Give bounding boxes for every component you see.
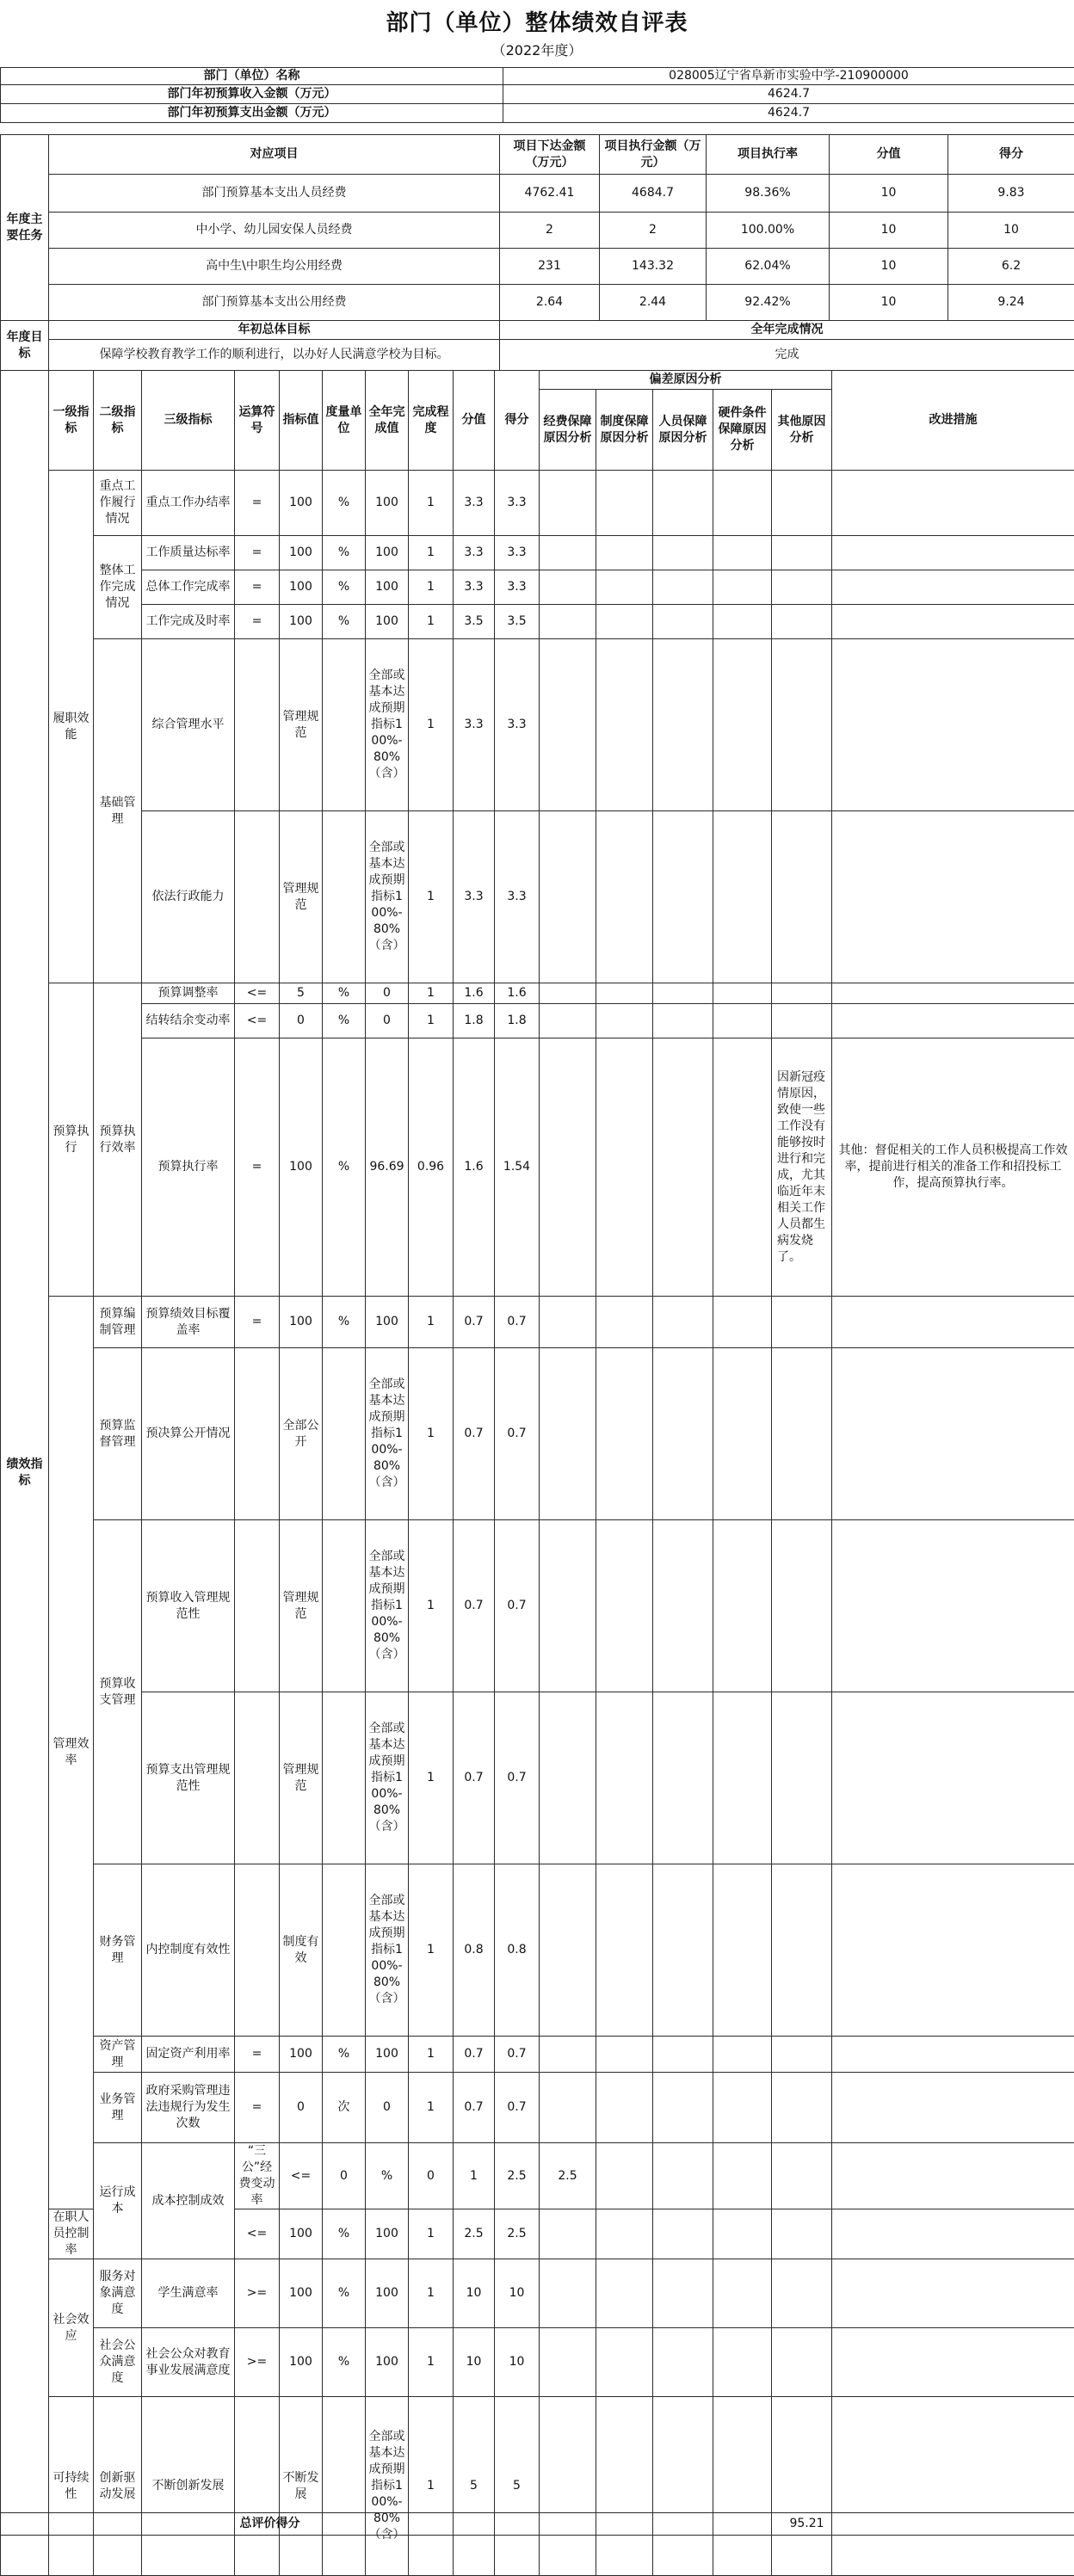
page-title: 部门（单位）整体绩效自评表 — [0, 5, 1074, 37]
indicator-op: = — [235, 536, 280, 570]
task-executed: 143.32 — [600, 249, 707, 285]
indicator-target: 100 — [280, 1038, 323, 1297]
indicator-name: 学生满意率 — [142, 2259, 235, 2328]
indicator-unit: % — [323, 570, 366, 605]
indicator-got: 0.7 — [495, 2037, 540, 2073]
table-row — [1, 2328, 1074, 2397]
indicator-name: 政府采购管理违法违规行为发生次数 — [142, 2073, 235, 2143]
tasks-header-rate: 项目执行率 — [707, 135, 830, 175]
indicator-op: = — [235, 1038, 280, 1297]
indicator-target: 管理规范 — [280, 1692, 323, 1864]
perf-header-deviation: 偏差原因分析 — [540, 371, 832, 390]
indicator-got: 1.54 — [495, 1038, 540, 1297]
task-rate: 92.42% — [707, 285, 830, 321]
indicator-actual: 100 — [366, 570, 409, 605]
indicator-name: 综合管理水平 — [142, 639, 235, 811]
indicator-score: 0.7 — [454, 1692, 495, 1864]
indicator-degree: 1 — [409, 1297, 454, 1348]
indicator-op: <= — [280, 2143, 323, 2209]
indicator-op: = — [235, 570, 280, 605]
goal-initial-text: 保障学校教育教学工作的顺利进行，以办好人民满意学校为目标。 — [49, 340, 500, 371]
subgroup-label: 社会公众满意度 — [94, 2328, 142, 2397]
indicator-got: 3.3 — [495, 639, 540, 811]
perf-header-level3: 三级指标 — [142, 371, 235, 471]
subgroup-label: 业务管理 — [94, 2073, 142, 2143]
task-project: 部门预算基本支出公用经费 — [49, 285, 500, 321]
perf-section-label: 绩效指标 — [1, 371, 49, 2576]
perf-header-measures: 改进措施 — [832, 371, 1074, 471]
indicator-got: 1.8 — [495, 1004, 540, 1038]
tasks-header-project: 对应项目 — [49, 135, 500, 175]
perf-header-got: 得分 — [495, 371, 540, 471]
task-rate: 100.00% — [707, 213, 830, 249]
indicator-score: 0.8 — [454, 1864, 495, 2037]
indicator-degree: 1 — [409, 2073, 454, 2143]
task-score: 10 — [830, 285, 948, 321]
subgroup-label: 预算监督管理 — [94, 1348, 142, 1520]
tasks-table — [0, 134, 1074, 321]
perf-header-actual: 全年完成值 — [366, 371, 409, 471]
indicator-score: 0.7 — [454, 2073, 495, 2143]
indicator-got: 3.3 — [495, 570, 540, 605]
task-allocated: 2.64 — [500, 285, 600, 321]
indicator-name: 预算调整率 — [142, 983, 235, 1004]
indicator-name: 预算支出管理规范性 — [142, 1692, 235, 1864]
perf-header-degree: 完成程度 — [409, 371, 454, 471]
indicator-degree: 1 — [409, 1348, 454, 1520]
task-rate: 62.04% — [707, 249, 830, 285]
indicator-got: 2.5 — [540, 2143, 596, 2209]
indicator-unit: % — [323, 1297, 366, 1348]
table-row — [1, 1038, 1074, 1297]
indicator-op: >= — [235, 2259, 280, 2328]
task-got: 10 — [948, 213, 1074, 249]
indicator-target: 0 — [280, 1004, 323, 1038]
indicator-target: 100 — [280, 605, 323, 639]
indicator-unit: 次 — [323, 2073, 366, 2143]
group-label: 运行成本 — [94, 2143, 142, 2259]
indicator-score: 2.5 — [454, 2209, 495, 2259]
subgroup-label: 基础管理 — [94, 639, 142, 983]
indicator-op: >= — [235, 2328, 280, 2397]
indicator-target: 制度有效 — [280, 1864, 323, 2037]
expense-label: 部门年初预算支出金额（万元） — [1, 104, 503, 123]
table-row — [1, 1297, 1074, 1348]
table-row — [1, 249, 1074, 285]
indicator-score: 0.7 — [454, 2037, 495, 2073]
table-row — [1, 1520, 1074, 1692]
indicator-unit: % — [323, 2037, 366, 2073]
indicator-got: 0.7 — [495, 2073, 540, 2143]
indicator-target: 100 — [280, 536, 323, 570]
indicator-score: 3.3 — [454, 471, 495, 536]
indicator-unit: % — [323, 471, 366, 536]
indicator-score: 0.7 — [454, 1348, 495, 1520]
dept-name-label: 部门（单位）名称 — [1, 68, 503, 85]
indicator-actual: 100 — [366, 536, 409, 570]
indicator-unit — [323, 1864, 366, 2037]
indicator-target: 100 — [280, 471, 323, 536]
indicator-name: 预算收入管理规范性 — [142, 1520, 235, 1692]
tasks-header-score: 分值 — [830, 135, 948, 175]
indicator-got: 0.8 — [495, 1864, 540, 2037]
indicator-target: 100 — [280, 2209, 323, 2259]
goal-completion-header: 全年完成情况 — [500, 321, 1074, 340]
indicator-got: 3.3 — [495, 536, 540, 570]
indicator-score: 3.3 — [454, 536, 495, 570]
tasks-header-row — [1, 135, 1074, 175]
perf-header-score: 分值 — [454, 371, 495, 471]
indicator-op: <= — [235, 983, 280, 1004]
indicator-actual: 96.69 — [366, 1038, 409, 1297]
subgroup-label: 预算收支管理 — [94, 1520, 142, 1864]
task-project: 部门预算基本支出人员经费 — [49, 175, 500, 213]
indicator-degree: 1 — [409, 605, 454, 639]
indicator-got: 0.7 — [495, 1297, 540, 1348]
indicator-op: <= — [235, 2209, 280, 2259]
indicator-op — [235, 1348, 280, 1520]
dept-name-value: 028005辽宁省阜新市实验中学-210900000 — [503, 68, 1074, 85]
table-row — [1, 570, 1074, 605]
task-got: 9.24 — [948, 285, 1074, 321]
indicator-name: 固定资产利用率 — [142, 2037, 235, 2073]
indicator-actual: 全部或基本达成预期指标100%-80%（含） — [366, 1348, 409, 1520]
perf-header-dev-system: 制度保障原因分析 — [596, 390, 653, 471]
indicator-degree: 1 — [409, 1692, 454, 1864]
subgroup-label: 财务管理 — [94, 1864, 142, 2037]
indicator-degree: 1 — [409, 1864, 454, 2037]
table-row — [1, 285, 1074, 321]
table-row — [1, 2259, 1074, 2328]
table-row — [1, 811, 1074, 983]
indicator-score: 1.6 — [454, 983, 495, 1004]
task-allocated: 4762.41 — [500, 175, 600, 213]
indicator-actual: 全部或基本达成预期指标100%-80%（含） — [366, 1520, 409, 1692]
indicator-score: 3.3 — [454, 639, 495, 811]
indicator-actual: 全部或基本达成预期指标100%-80%（含） — [366, 1692, 409, 1864]
table-row — [1, 1864, 1074, 2037]
indicator-actual: 0 — [366, 983, 409, 1004]
task-project: 中小学、幼儿园安保人员经费 — [49, 213, 500, 249]
perf-header-level2: 二级指标 — [94, 371, 142, 471]
table-row — [1, 2397, 1074, 2576]
indicator-score: 1.8 — [454, 1004, 495, 1038]
income-value: 4624.7 — [503, 85, 1074, 104]
group-label: 预算执行 — [49, 983, 94, 1297]
expense-value: 4624.7 — [503, 104, 1074, 123]
indicator-actual: 100 — [366, 2328, 409, 2397]
indicator-got: 1.6 — [495, 983, 540, 1004]
indicator-score: 10 — [454, 2328, 495, 2397]
task-got: 9.83 — [948, 175, 1074, 213]
indicator-target: 100 — [280, 1297, 323, 1348]
indicator-degree: 1 — [409, 983, 454, 1004]
indicator-target: 不断发展 — [280, 2397, 323, 2576]
indicator-name: 不断创新发展 — [142, 2397, 235, 2576]
indicator-target: 0 — [280, 2073, 323, 2143]
indicator-degree: 1 — [409, 2328, 454, 2397]
indicator-score: 5 — [454, 2397, 495, 2576]
indicator-got: 2.5 — [495, 2209, 540, 2259]
indicator-actual: 100 — [366, 2037, 409, 2073]
goal-initial-header: 年初总体目标 — [49, 321, 500, 340]
indicator-name: 结转结余变动率 — [142, 1004, 235, 1038]
indicator-unit — [323, 2397, 366, 2576]
perf-header-dev-hardware: 硬件条件保障原因分析 — [713, 390, 772, 471]
group-label: 社会效应 — [49, 2259, 94, 2397]
indicator-score: 10 — [454, 2259, 495, 2328]
perf-header-level1: 一级指标 — [49, 371, 94, 471]
indicator-actual: 全部或基本达成预期指标100%-80%（含） — [366, 811, 409, 983]
indicator-got: 3.3 — [495, 811, 540, 983]
table-row — [1, 639, 1074, 811]
indicator-name: “三公”经费变动率 — [235, 2143, 280, 2209]
indicator-degree: 1 — [409, 1520, 454, 1692]
indicator-score: 3.5 — [454, 605, 495, 639]
subgroup-label: 重点工作履行情况 — [94, 471, 142, 536]
summary-table — [0, 67, 1074, 123]
expense-row — [1, 104, 1074, 123]
table-row — [1, 605, 1074, 639]
perf-header-unit: 度量单位 — [323, 371, 366, 471]
indicator-target: 全部公开 — [280, 1348, 323, 1520]
indicator-score: 3.3 — [454, 570, 495, 605]
indicator-unit: % — [323, 2259, 366, 2328]
indicator-measure: 其他：督促相关的工作人员积极提高工作效率，提前进行相关的准备工作和招投标工作，提高预算执行率。 — [832, 1038, 1074, 1297]
table-row — [1, 536, 1074, 570]
goal-table — [0, 320, 1074, 371]
indicator-actual: 100 — [366, 2209, 409, 2259]
indicator-got: 3.5 — [495, 605, 540, 639]
indicator-op: = — [235, 605, 280, 639]
tasks-section-label: 年度主要任务 — [1, 135, 49, 321]
income-row — [1, 85, 1074, 104]
indicator-actual: 全部或基本达成预期指标100%-80%（含） — [366, 1864, 409, 2037]
indicator-actual: 100 — [366, 2259, 409, 2328]
total-row — [1, 2513, 1074, 2536]
indicator-unit — [323, 1520, 366, 1692]
group-label: 履职效能 — [49, 471, 94, 983]
perf-header-dev-staff: 人员保障原因分析 — [653, 390, 713, 471]
indicator-actual: 0 — [366, 2073, 409, 2143]
task-rate: 98.36% — [707, 175, 830, 213]
indicator-degree: 1 — [409, 1004, 454, 1038]
indicator-unit: % — [323, 2328, 366, 2397]
subgroup-label: 预算编制管理 — [94, 1297, 142, 1348]
total-label: 总评价得分 — [1, 2513, 540, 2536]
goal-section-label: 年度目标 — [1, 321, 49, 371]
indicator-op: = — [235, 2073, 280, 2143]
indicator-name: 预算执行率 — [142, 1038, 235, 1297]
indicator-unit: % — [366, 2143, 409, 2209]
indicator-op: <= — [235, 1004, 280, 1038]
tasks-header-got: 得分 — [948, 135, 1074, 175]
indicator-got: 0.7 — [495, 1348, 540, 1520]
group-label: 可持续性 — [49, 2397, 94, 2576]
task-project: 高中生\中职生均公用经费 — [49, 249, 500, 285]
task-got: 6.2 — [948, 249, 1074, 285]
indicator-unit — [323, 811, 366, 983]
indicator-name: 重点工作办结率 — [142, 471, 235, 536]
indicator-unit: % — [323, 1038, 366, 1297]
performance-table — [0, 370, 1074, 2576]
indicator-op — [235, 811, 280, 983]
indicator-actual: 全部或基本达成预期指标100%-80%（含） — [366, 639, 409, 811]
perf-header-dev-other: 其他原因分析 — [772, 390, 832, 471]
table-row — [1, 983, 1074, 1004]
goal-header-row — [1, 321, 1074, 340]
table-row — [1, 175, 1074, 213]
subgroup-label: 创新驱动发展 — [94, 2397, 142, 2576]
table-row — [1, 2073, 1074, 2143]
indicator-target: 5 — [280, 983, 323, 1004]
tasks-header-executed: 项目执行金额（万元） — [600, 135, 707, 175]
subgroup-label: 预算执行效率 — [94, 983, 142, 1297]
indicator-degree: 1 — [409, 471, 454, 536]
indicator-target: 100 — [280, 2328, 323, 2397]
indicator-target: 100 — [280, 570, 323, 605]
dept-name-row — [1, 68, 1074, 85]
indicator-name: 工作完成及时率 — [142, 605, 235, 639]
goal-content-row — [1, 340, 1074, 371]
indicator-name: 预算绩效目标覆盖率 — [142, 1297, 235, 1348]
indicator-target: 管理规范 — [280, 1520, 323, 1692]
goal-completion-text: 完成 — [500, 340, 1074, 371]
table-row — [1, 1004, 1074, 1038]
table-row — [1, 1692, 1074, 1864]
perf-header-row-1 — [1, 371, 1074, 390]
tasks-header-allocated: 项目下达金额（万元） — [500, 135, 600, 175]
indicator-degree: 1 — [409, 2259, 454, 2328]
indicator-target: 管理规范 — [280, 639, 323, 811]
indicator-op — [235, 1692, 280, 1864]
perf-header-target: 指标值 — [280, 371, 323, 471]
indicator-op — [235, 639, 280, 811]
indicator-target: 管理规范 — [280, 811, 323, 983]
indicator-degree: 0.96 — [409, 1038, 454, 1297]
indicator-actual: 100 — [366, 471, 409, 536]
task-score: 10 — [830, 175, 948, 213]
task-score: 10 — [830, 249, 948, 285]
task-executed: 2 — [600, 213, 707, 249]
indicator-degree: 1 — [409, 2397, 454, 2576]
table-row — [1, 471, 1074, 536]
indicator-degree: 1 — [409, 536, 454, 570]
indicator-degree: 1 — [409, 811, 454, 983]
indicator-actual: 0 — [366, 1004, 409, 1038]
perf-header-operator: 运算符号 — [235, 371, 280, 471]
indicator-actual: 全部或基本达成预期指标100%-80%（含） — [366, 2397, 409, 2576]
indicator-actual: 100 — [366, 605, 409, 639]
indicator-unit: % — [323, 1004, 366, 1038]
indicator-op: = — [235, 471, 280, 536]
indicator-op: = — [235, 1297, 280, 1348]
task-executed: 2.44 — [600, 285, 707, 321]
table-row — [1, 2037, 1074, 2073]
indicator-degree: 1 — [409, 639, 454, 811]
table-row — [1, 1348, 1074, 1520]
task-score: 10 — [830, 213, 948, 249]
indicator-name: 在职人员控制率 — [49, 2209, 94, 2259]
subgroup-label: 资产管理 — [94, 2037, 142, 2073]
indicator-got: 5 — [495, 2397, 540, 2576]
indicator-got: 0.7 — [495, 1520, 540, 1692]
subgroup-label: 服务对象满意度 — [94, 2259, 142, 2328]
indicator-got: 3.3 — [495, 471, 540, 536]
indicator-name: 预决算公开情况 — [142, 1348, 235, 1520]
perf-header-dev-funding: 经费保障原因分析 — [540, 390, 596, 471]
indicator-op — [235, 2397, 280, 2576]
indicator-target: 100 — [280, 2037, 323, 2073]
indicator-target: 0 — [323, 2143, 366, 2209]
income-label: 部门年初预算收入金额（万元） — [1, 85, 503, 104]
indicator-unit: % — [323, 2209, 366, 2259]
total-table — [0, 2512, 1074, 2536]
indicator-unit — [323, 639, 366, 811]
indicator-unit: % — [323, 983, 366, 1004]
total-value: 95.21 — [540, 2513, 1074, 2536]
subgroup-label: 整体工作完成情况 — [94, 536, 142, 639]
indicator-got: 0.7 — [495, 1692, 540, 1864]
task-allocated: 2 — [500, 213, 600, 249]
indicator-score: 0.7 — [454, 1520, 495, 1692]
indicator-got: 10 — [495, 2328, 540, 2397]
indicator-name: 内控制度有效性 — [142, 1864, 235, 2037]
task-allocated: 231 — [500, 249, 600, 285]
indicator-name: 总体工作完成率 — [142, 570, 235, 605]
indicator-other-reason: 因新冠疫情原因，致使一些工作没有能够按时进行和完成，尤其临近年末相关工作人员都生病发烧了。 — [772, 1038, 832, 1297]
indicator-degree: 1 — [409, 2037, 454, 2073]
indicator-degree: 1 — [409, 570, 454, 605]
indicator-unit: % — [323, 605, 366, 639]
task-executed: 4684.7 — [600, 175, 707, 213]
indicator-actual: 100 — [366, 1297, 409, 1348]
indicator-target: 100 — [280, 2259, 323, 2328]
table-row — [1, 2143, 1074, 2209]
indicator-unit — [323, 1692, 366, 1864]
indicator-name: 依法行政能力 — [142, 811, 235, 983]
indicator-op — [235, 1520, 280, 1692]
indicator-got: 10 — [495, 2259, 540, 2328]
indicator-score: 1.6 — [454, 1038, 495, 1297]
indicator-degree: 1 — [454, 2143, 495, 2209]
indicator-actual: 0 — [409, 2143, 454, 2209]
indicator-op — [235, 1864, 280, 2037]
indicator-unit: % — [323, 536, 366, 570]
indicator-name: 社会公众对教育事业发展满意度 — [142, 2328, 235, 2397]
indicator-score: 2.5 — [495, 2143, 540, 2209]
indicator-score: 3.3 — [454, 811, 495, 983]
indicator-score: 0.7 — [454, 1297, 495, 1348]
indicator-unit — [323, 1348, 366, 1520]
indicator-op: = — [235, 2037, 280, 2073]
subgroup-label: 成本控制成效 — [142, 2143, 235, 2259]
group-label: 管理效率 — [49, 1297, 94, 2209]
indicator-name: 工作质量达标率 — [142, 536, 235, 570]
table-row — [1, 213, 1074, 249]
indicator-degree: 1 — [409, 2209, 454, 2259]
page-subtitle-year: （2022年度） — [0, 40, 1074, 59]
